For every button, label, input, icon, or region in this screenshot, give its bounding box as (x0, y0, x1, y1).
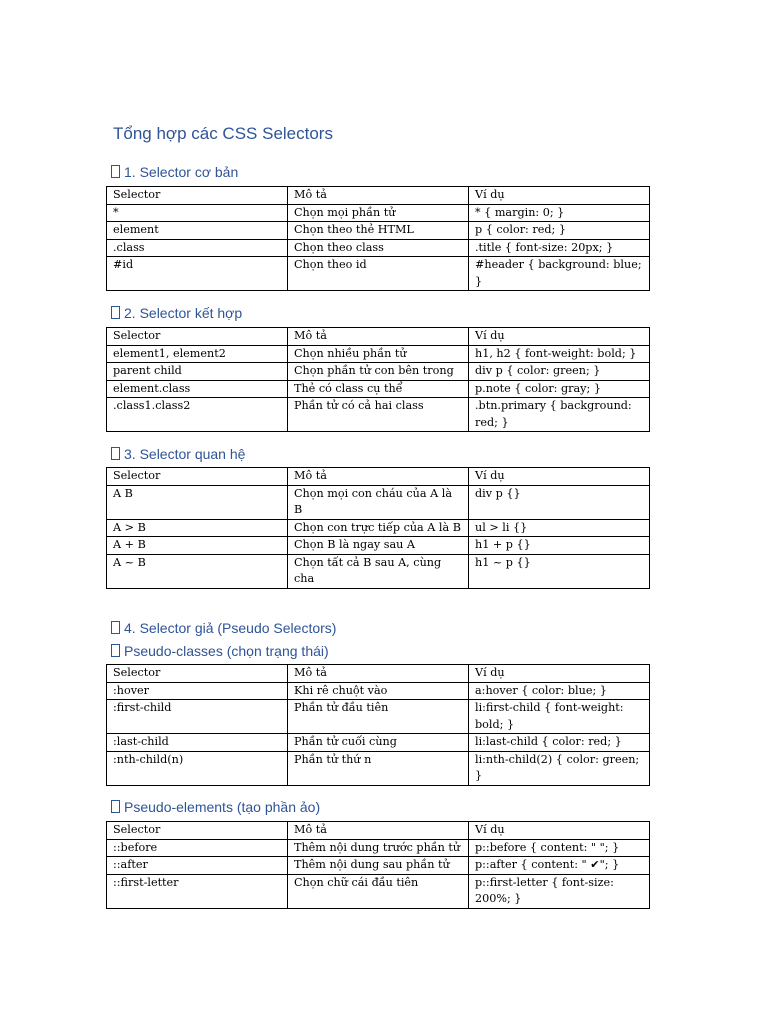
section-heading-2 (111, 305, 242, 321)
table-cell: parent child (107, 363, 288, 381)
table-cell: Chọn chữ cái đầu tiên (288, 874, 469, 908)
table-cell: .title { font-size: 20px; } (469, 239, 650, 257)
table-row (107, 857, 650, 875)
header-cell: Selector (107, 665, 288, 683)
section-heading-text: Pseudo-elements (tạo phần ảo) (124, 799, 321, 815)
table-cell: Phần tử thứ n (288, 751, 469, 785)
table-cell: Chọn B là ngay sau A (288, 537, 469, 555)
missing-glyph-icon (111, 644, 120, 657)
table-cell: p.note { color: gray; } (469, 380, 650, 398)
header-cell: Selector (107, 328, 288, 346)
table-row (107, 398, 650, 432)
table-cell: #id (107, 257, 288, 291)
table-pseudo-classes (106, 664, 650, 786)
table-cell: Khi rê chuột vào (288, 682, 469, 700)
table-cell: h1, h2 { font-weight: bold; } (469, 345, 650, 363)
table-cell: A ~ B (107, 554, 288, 588)
table-cell: * { margin: 0; } (469, 204, 650, 222)
table-header-row (107, 328, 650, 346)
section-heading-3 (111, 446, 245, 462)
table-cell: :nth-child(n) (107, 751, 288, 785)
table-cell: p::first-letter { font-size: 200%; } (469, 874, 650, 908)
missing-glyph-icon (111, 306, 120, 319)
section-heading-1 (111, 164, 238, 180)
table-cell: Phần tử đầu tiên (288, 700, 469, 734)
header-cell: Mô tả (288, 665, 469, 683)
missing-glyph-icon (111, 165, 120, 178)
table-cell: ul > li {} (469, 519, 650, 537)
table-cell: div p {} (469, 485, 650, 519)
table-cell: li:nth-child(2) { color: green; } (469, 751, 650, 785)
subsection-heading-pseudo-classes (111, 643, 329, 659)
table-header-row (107, 822, 650, 840)
table-row (107, 839, 650, 857)
header-cell: Mô tả (288, 822, 469, 840)
section-heading-text: 1. Selector cơ bản (124, 164, 239, 180)
table-cell: p { color: red; } (469, 222, 650, 240)
header-cell: Selector (107, 187, 288, 205)
table-relationship-selectors (106, 467, 650, 589)
document-title: Tổng hợp các CSS Selectors (113, 124, 333, 143)
table-row (107, 682, 650, 700)
section-heading-text: 2. Selector kết hợp (124, 305, 243, 321)
table-cell: A + B (107, 537, 288, 555)
table-cell: li:last-child { color: red; } (469, 734, 650, 752)
table-cell: Chọn theo class (288, 239, 469, 257)
table-row (107, 519, 650, 537)
table-cell: Chọn theo id (288, 257, 469, 291)
table-cell: Thêm nội dung trước phần tử (288, 839, 469, 857)
table-row (107, 257, 650, 291)
header-cell: Mô tả (288, 187, 469, 205)
section-heading-4 (111, 620, 336, 636)
table-combinator-selectors (106, 327, 650, 432)
table-cell: Phần tử cuối cùng (288, 734, 469, 752)
table-cell: Thêm nội dung sau phần tử (288, 857, 469, 875)
table-cell: Chọn mọi con cháu của A là B (288, 485, 469, 519)
table-header-row (107, 665, 650, 683)
table-cell: element (107, 222, 288, 240)
table-cell: p::before { content: " "; } (469, 839, 650, 857)
table-pseudo-elements (106, 821, 650, 909)
section-heading-text: 4. Selector giả (Pseudo Selectors) (124, 620, 337, 636)
table-header-row (107, 468, 650, 486)
table-row (107, 239, 650, 257)
table-cell: ::after (107, 857, 288, 875)
header-cell: Mô tả (288, 328, 469, 346)
table-cell: #header { background: blue; } (469, 257, 650, 291)
table-cell: ::before (107, 839, 288, 857)
table-cell: A > B (107, 519, 288, 537)
section-heading-text: 3. Selector quan hệ (124, 446, 246, 462)
section-heading-text: Pseudo-classes (chọn trạng thái) (124, 643, 329, 659)
header-cell: Ví dụ (469, 328, 650, 346)
table-cell: Chọn theo thẻ HTML (288, 222, 469, 240)
table-cell: Thẻ có class cụ thể (288, 380, 469, 398)
header-cell: Selector (107, 468, 288, 486)
header-cell: Mô tả (288, 468, 469, 486)
missing-glyph-icon (111, 621, 120, 634)
table-row (107, 751, 650, 785)
table-cell: h1 ~ p {} (469, 554, 650, 588)
header-cell: Selector (107, 822, 288, 840)
table-header-row (107, 187, 650, 205)
table-cell: .class1.class2 (107, 398, 288, 432)
table-row (107, 345, 650, 363)
table-basic-selectors (106, 186, 650, 291)
table-cell: :first-child (107, 700, 288, 734)
table-cell: div p { color: green; } (469, 363, 650, 381)
header-cell: Ví dụ (469, 665, 650, 683)
missing-glyph-icon (111, 447, 120, 460)
table-cell: li:first-child { font-weight: bold; } (469, 700, 650, 734)
table-row (107, 537, 650, 555)
table-cell: .class (107, 239, 288, 257)
table-cell: A B (107, 485, 288, 519)
table-cell: Chọn tất cả B sau A, cùng cha (288, 554, 469, 588)
table-cell: h1 + p {} (469, 537, 650, 555)
table-row (107, 204, 650, 222)
table-cell: Phần tử có cả hai class (288, 398, 469, 432)
table-cell: Chọn nhiều phần tử (288, 345, 469, 363)
table-cell: ::first-letter (107, 874, 288, 908)
table-row (107, 222, 650, 240)
table-row (107, 380, 650, 398)
table-cell: element.class (107, 380, 288, 398)
table-row (107, 363, 650, 381)
table-cell: Chọn mọi phần tử (288, 204, 469, 222)
subsection-heading-pseudo-elements (111, 799, 320, 815)
missing-glyph-icon (111, 800, 120, 813)
header-cell: Ví dụ (469, 187, 650, 205)
table-cell: :last-child (107, 734, 288, 752)
header-cell: Ví dụ (469, 468, 650, 486)
table-row (107, 485, 650, 519)
table-cell: * (107, 204, 288, 222)
table-row (107, 874, 650, 908)
table-row (107, 700, 650, 734)
table-cell: a:hover { color: blue; } (469, 682, 650, 700)
table-cell: .btn.primary { background: red; } (469, 398, 650, 432)
table-cell: Chọn phần tử con bên trong (288, 363, 469, 381)
table-row (107, 734, 650, 752)
header-cell: Ví dụ (469, 822, 650, 840)
table-cell: element1, element2 (107, 345, 288, 363)
table-row (107, 554, 650, 588)
table-cell: p::after { content: " ✔"; } (469, 857, 650, 875)
table-cell: Chọn con trực tiếp của A là B (288, 519, 469, 537)
table-cell: :hover (107, 682, 288, 700)
